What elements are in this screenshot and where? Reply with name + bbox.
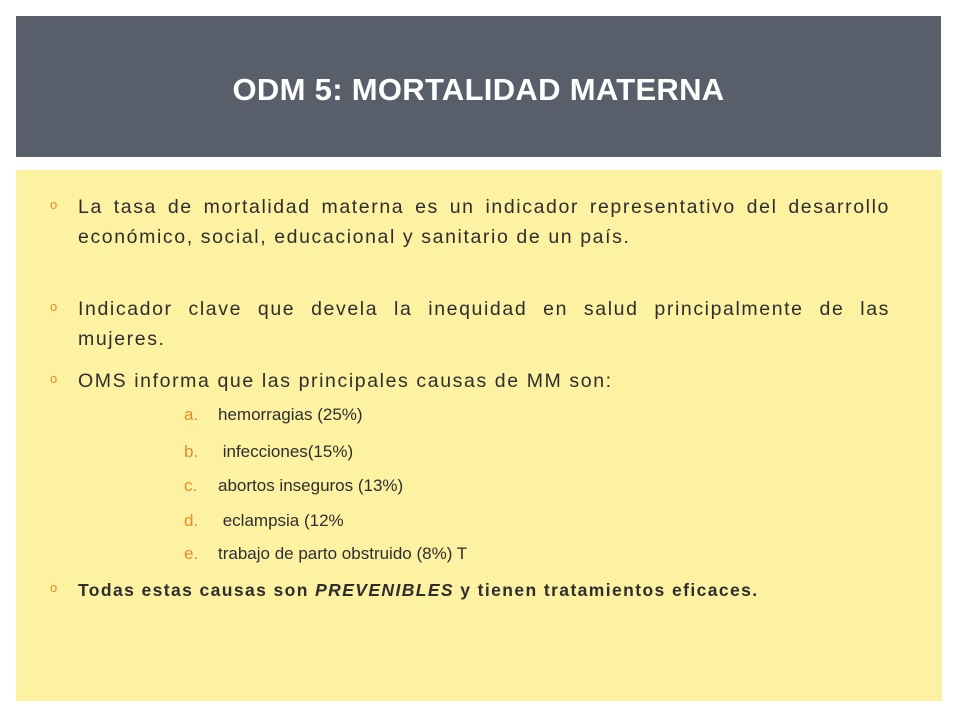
emphasis-text: PREVENIBLES <box>315 580 455 600</box>
slide-title: ODM 5: MORTALIDAD MATERNA <box>232 71 725 107</box>
cause-letter: a. <box>184 405 199 424</box>
cause-item <box>184 405 363 425</box>
bullet-circle-icon: o <box>50 299 58 314</box>
bullet-text: La tasa de mortalidad materna es un indicador representativo del desarrollo económico, social, educacional y sanitario de un país. <box>78 196 890 248</box>
bullet-item <box>50 294 890 354</box>
bullet-item <box>50 576 890 604</box>
bullet-item <box>50 192 890 252</box>
title-bar <box>16 16 941 157</box>
bullet-text-part: Todas estas causas son <box>78 580 316 600</box>
bullet-text-part: y tienen tratamientos eficaces. <box>454 580 759 600</box>
cause-text: abortos inseguros (13%) <box>218 476 404 495</box>
cause-text: eclampsia (12% <box>218 511 344 530</box>
bullet-circle-icon: o <box>50 580 58 595</box>
cause-text: infecciones(15%) <box>218 442 354 461</box>
bullet-circle-icon: o <box>50 371 58 386</box>
bullet-text <box>78 576 890 604</box>
cause-item <box>184 544 467 564</box>
bullet-item <box>50 366 890 396</box>
cause-letter: b. <box>184 442 199 461</box>
content-panel <box>16 170 942 701</box>
bullet-text: OMS informa que las principales causas de MM son: <box>78 370 613 392</box>
bullet-text: Indicador clave que devela la inequidad en salud principalmente de las mujeres. <box>78 298 890 350</box>
bullet-circle-icon: o <box>50 197 58 212</box>
cause-item <box>184 442 353 462</box>
cause-item <box>184 511 344 531</box>
cause-text: hemorragias (25%) <box>218 405 363 424</box>
cause-letter: c. <box>184 476 198 495</box>
cause-item <box>184 476 403 496</box>
cause-text: trabajo de parto obstruido (8%) T <box>218 544 468 563</box>
cause-letter: e. <box>184 544 199 563</box>
cause-letter: d. <box>184 511 199 530</box>
